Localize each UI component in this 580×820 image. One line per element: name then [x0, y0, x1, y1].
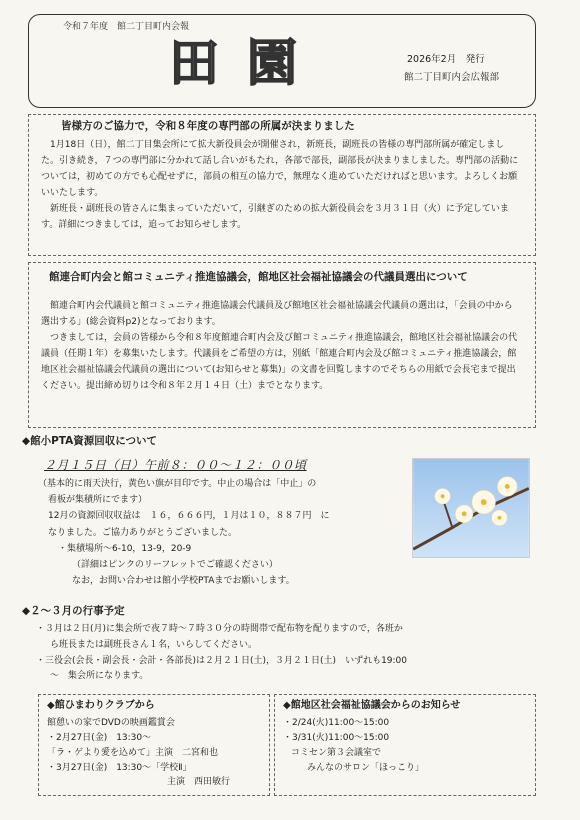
pta-recycling-date: ２月１５日（日）午前８：００～１２：００頃: [44, 458, 307, 472]
events-line: ら班長または副班長さん１名，いらしてください。: [50, 639, 258, 650]
himawari-line: ・2月27日(金) 13:30～: [47, 732, 152, 743]
plum-blossom-photo: [412, 458, 530, 558]
masthead: [28, 14, 536, 108]
welfare-line: ・3/31(火)11:00～15:00: [283, 732, 390, 743]
himawari-title: ◆館ひまわりクラブから: [47, 700, 155, 711]
events-body: [36, 622, 526, 685]
welfare-title: ◆館地区社会福祉協議会からのお知らせ: [283, 700, 461, 711]
issue-label: 令和７年度 館二丁目町内会報: [63, 22, 190, 32]
himawari-line: 館憩いの家でDVDの映画鑑賞会: [47, 718, 175, 728]
himawari-line: ・3月27日(金) 13:30～「学校Ⅱ」: [47, 762, 192, 773]
welfare-council-box: [274, 694, 536, 796]
pta-recycling-body: [38, 476, 398, 589]
publisher: 館二丁目町内会広報部: [404, 72, 500, 83]
notice-paragraph: 館連合町内会代議員と館コミュニティ推進協議会代議員及び館地区社会福祉協議会代議員の選出は，「会員の中から選出する」(総会資料p2)となっております。: [41, 300, 513, 327]
himawari-line: 主演 西田敏行: [167, 777, 231, 788]
himawari-line: 「ラ・ゲより愛を込めて」主演 二宮和也: [47, 747, 219, 758]
pta-line: 看板が集積所にでます）: [48, 495, 148, 506]
himawari-club-box: [38, 694, 270, 796]
newsletter-title: 田園: [169, 33, 325, 92]
welfare-line: コミセン第３会議室で: [291, 747, 382, 758]
notice-paragraph: 新班長・副班長の皆さんに集まっていただいて，引継ぎのための拡大新役員会を３月３１日（火）に予定しています。詳細につきましては，追ってお知らせします。: [41, 203, 509, 230]
pta-line: 12月の資源回収収益は １６，６６６円，１月は１０，８８７円 に: [48, 511, 330, 522]
notice-title: 皆様方のご協力で，令和８年度の専門部の所属が決まりました: [61, 120, 355, 132]
pta-line: なお，お問い合わせは館小学校PTAまでお願いします。: [72, 576, 295, 587]
pta-line: （基本的に雨天決行，黄色い旗が目印です。中止の場合は「中止」の: [38, 479, 317, 489]
notice-paragraph: つきましては，会員の皆様から令和８年度館連合町内会及び館コミュニティ推進協議会，館地区社会福祉協議会の代議員（任期１年）を募集いたします。代議員をご希望の方は，別紙「館連合町内会及び館コミュニティ推進協議会，館地区社会福祉協議会代議員の選出について(お知らせと募集)」の文書を回覧しますのでそちらの用紙で会長宅まで提出ください。提出締め切りは令和８年２月１４日（土）までとなります。: [41, 332, 518, 391]
notice-delegate-selection: [28, 262, 536, 428]
pta-line: ・集積場所～6-10，13-9，20-9: [58, 543, 192, 554]
events-line: ・三役会(会長・副会長・会計・各部長)は２月２１日(土)，３月２１日(土) いずれも19:00: [36, 655, 408, 666]
pta-line: （詳細はピンクのリーフレットでご確認ください）: [72, 559, 278, 570]
notice-paragraph: 1月18日（日），館二丁目集会所にて拡大新役員会が開催され，新班長，副班長の皆様の専門部所属が確定しました。引き続き，７つの専門部に分かれて話し合いがもたれ，各部で部長，副部長が決まりましました。専門部の活動については，初めての方でも心配せずに，部員の相互の協力で，無理なく進めていただければと思います。よろしくお願いいたします。: [41, 139, 519, 198]
events-heading: ◆２～３月の行事予定: [22, 605, 125, 617]
publish-date: 2026年2月 発行: [407, 54, 485, 65]
pta-line: なりました。ご協力ありがとうございました。: [48, 527, 238, 538]
welfare-line: みんなのサロン「ほっこり」: [307, 762, 425, 773]
events-line: ～ 集会所になります。: [50, 671, 149, 682]
notice-title: 館連合町内会と館コミュニティ推進協議会，館地区社会福祉協議会の代議員選出について: [49, 271, 468, 283]
welfare-line: ・2/24(火)11:00～15:00: [283, 718, 390, 728]
notice-department-assignment: [28, 114, 536, 256]
pta-recycling-heading: ◆館小PTA資源回収について: [22, 435, 158, 447]
events-line: ・３月は２日(月)に集会所で夜７時～７時３０分の時間帯で配布物を配りますので，各班か: [36, 624, 403, 634]
